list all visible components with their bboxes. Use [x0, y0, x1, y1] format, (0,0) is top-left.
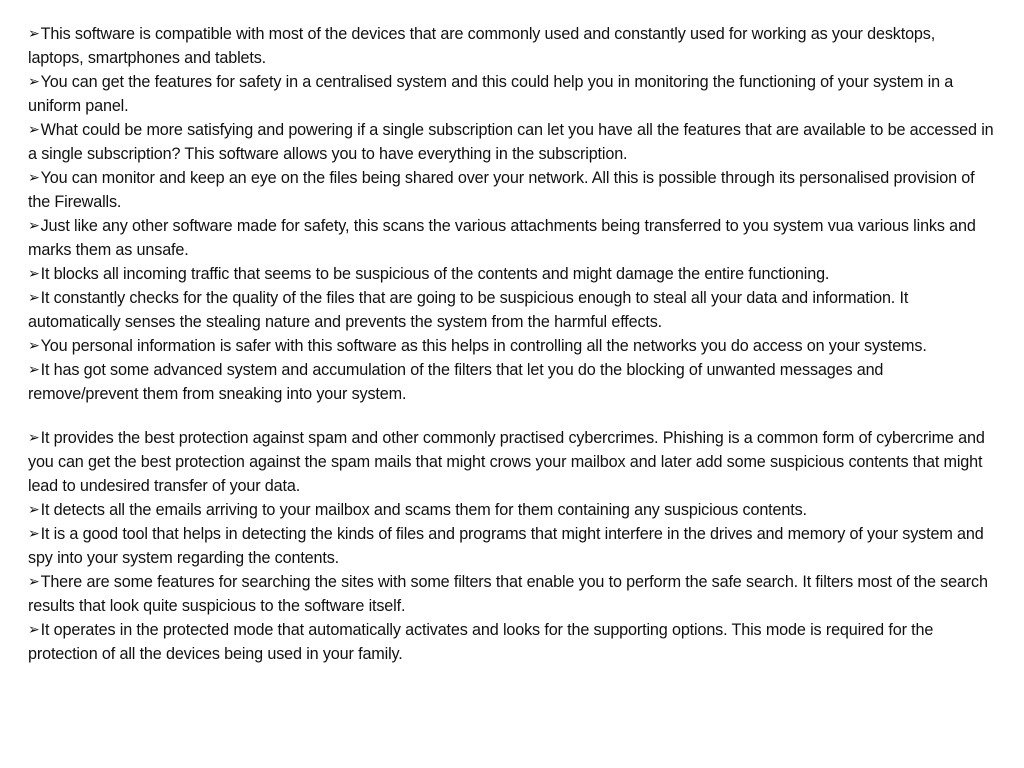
- bullet-item: [28, 618, 994, 666]
- bullet-text: It detects all the emails arriving to your mailbox and scams them for them containing any suspicious contents.: [40, 501, 807, 519]
- arrow-bullet-icon: ➢: [28, 621, 40, 637]
- bullet-group-1: [28, 22, 994, 406]
- bullet-text: What could be more satisfying and powering if a single subscription can let you have all the features that are available to be accessed in a single subscription? This software allows you to have everything in the subscription.: [28, 121, 994, 163]
- arrow-bullet-icon: ➢: [28, 121, 40, 137]
- bullet-group-2: [28, 426, 994, 666]
- arrow-bullet-icon: ➢: [28, 337, 40, 353]
- bullet-text: Just like any other software made for safety, this scans the various attachments being transferred to you system vua various links and marks them as unsafe.: [28, 217, 976, 259]
- bullet-text: This software is compatible with most of the devices that are commonly used and constantly used for working as your desktops, laptops, smartphones and tablets.: [28, 25, 936, 67]
- arrow-bullet-icon: ➢: [28, 525, 40, 541]
- arrow-bullet-icon: ➢: [28, 361, 40, 377]
- arrow-bullet-icon: ➢: [28, 169, 40, 185]
- bullet-item: [28, 498, 994, 522]
- bullet-item: [28, 426, 994, 498]
- bullet-text: It is a good tool that helps in detecting the kinds of files and programs that might interfere in the drives and memory of your system and spy into your system regarding the contents.: [28, 525, 984, 567]
- arrow-bullet-icon: ➢: [28, 573, 40, 589]
- arrow-bullet-icon: ➢: [28, 501, 40, 517]
- bullet-item: [28, 570, 994, 618]
- arrow-bullet-icon: ➢: [28, 217, 40, 233]
- bullet-text: You can monitor and keep an eye on the files being shared over your network. All this is possible through its personalised provision of the Firewalls.: [28, 169, 975, 211]
- bullet-text: It operates in the protected mode that automatically activates and looks for the supporting options. This mode is required for the protection of all the devices being used in your family.: [28, 621, 934, 663]
- bullet-item: [28, 262, 994, 286]
- bullet-item: [28, 70, 994, 118]
- bullet-item: [28, 214, 994, 262]
- arrow-bullet-icon: ➢: [28, 25, 40, 41]
- bullet-text: It blocks all incoming traffic that seems to be suspicious of the contents and might damage the entire functioning.: [40, 265, 830, 283]
- bullet-text: It provides the best protection against spam and other commonly practised cybercrimes. Phishing is a common form of cybercrime and you can get the best protection against the spam mails that might crows your mailbox and later add some suspicious contents that might lead to undesired transfer of your data.: [28, 429, 985, 495]
- bullet-item: [28, 522, 994, 570]
- bullet-item: [28, 358, 994, 406]
- arrow-bullet-icon: ➢: [28, 73, 40, 89]
- bullet-text: It has got some advanced system and accumulation of the filters that let you do the blocking of unwanted messages and remove/prevent them from sneaking into your system.: [28, 361, 884, 403]
- arrow-bullet-icon: ➢: [28, 289, 40, 305]
- bullet-item: [28, 334, 994, 358]
- bullet-text: You personal information is safer with this software as this helps in controlling all the networks you do access on your systems.: [40, 337, 927, 355]
- arrow-bullet-icon: ➢: [28, 429, 40, 445]
- bullet-item: [28, 286, 994, 334]
- bullet-item: [28, 166, 994, 214]
- arrow-bullet-icon: ➢: [28, 265, 40, 281]
- bullet-item: [28, 22, 994, 70]
- bullet-text: It constantly checks for the quality of the files that are going to be suspicious enough to steal all your data and information. It automatically senses the stealing nature and prevents the system from the harmful effects.: [28, 289, 909, 331]
- bullet-item: [28, 118, 994, 166]
- bullet-text: There are some features for searching the sites with some filters that enable you to perform the safe search. It filters most of the search results that look quite suspicious to the software itself.: [28, 573, 988, 615]
- bullet-text: You can get the features for safety in a centralised system and this could help you in monitoring the functioning of your system in a uniform panel.: [28, 73, 954, 115]
